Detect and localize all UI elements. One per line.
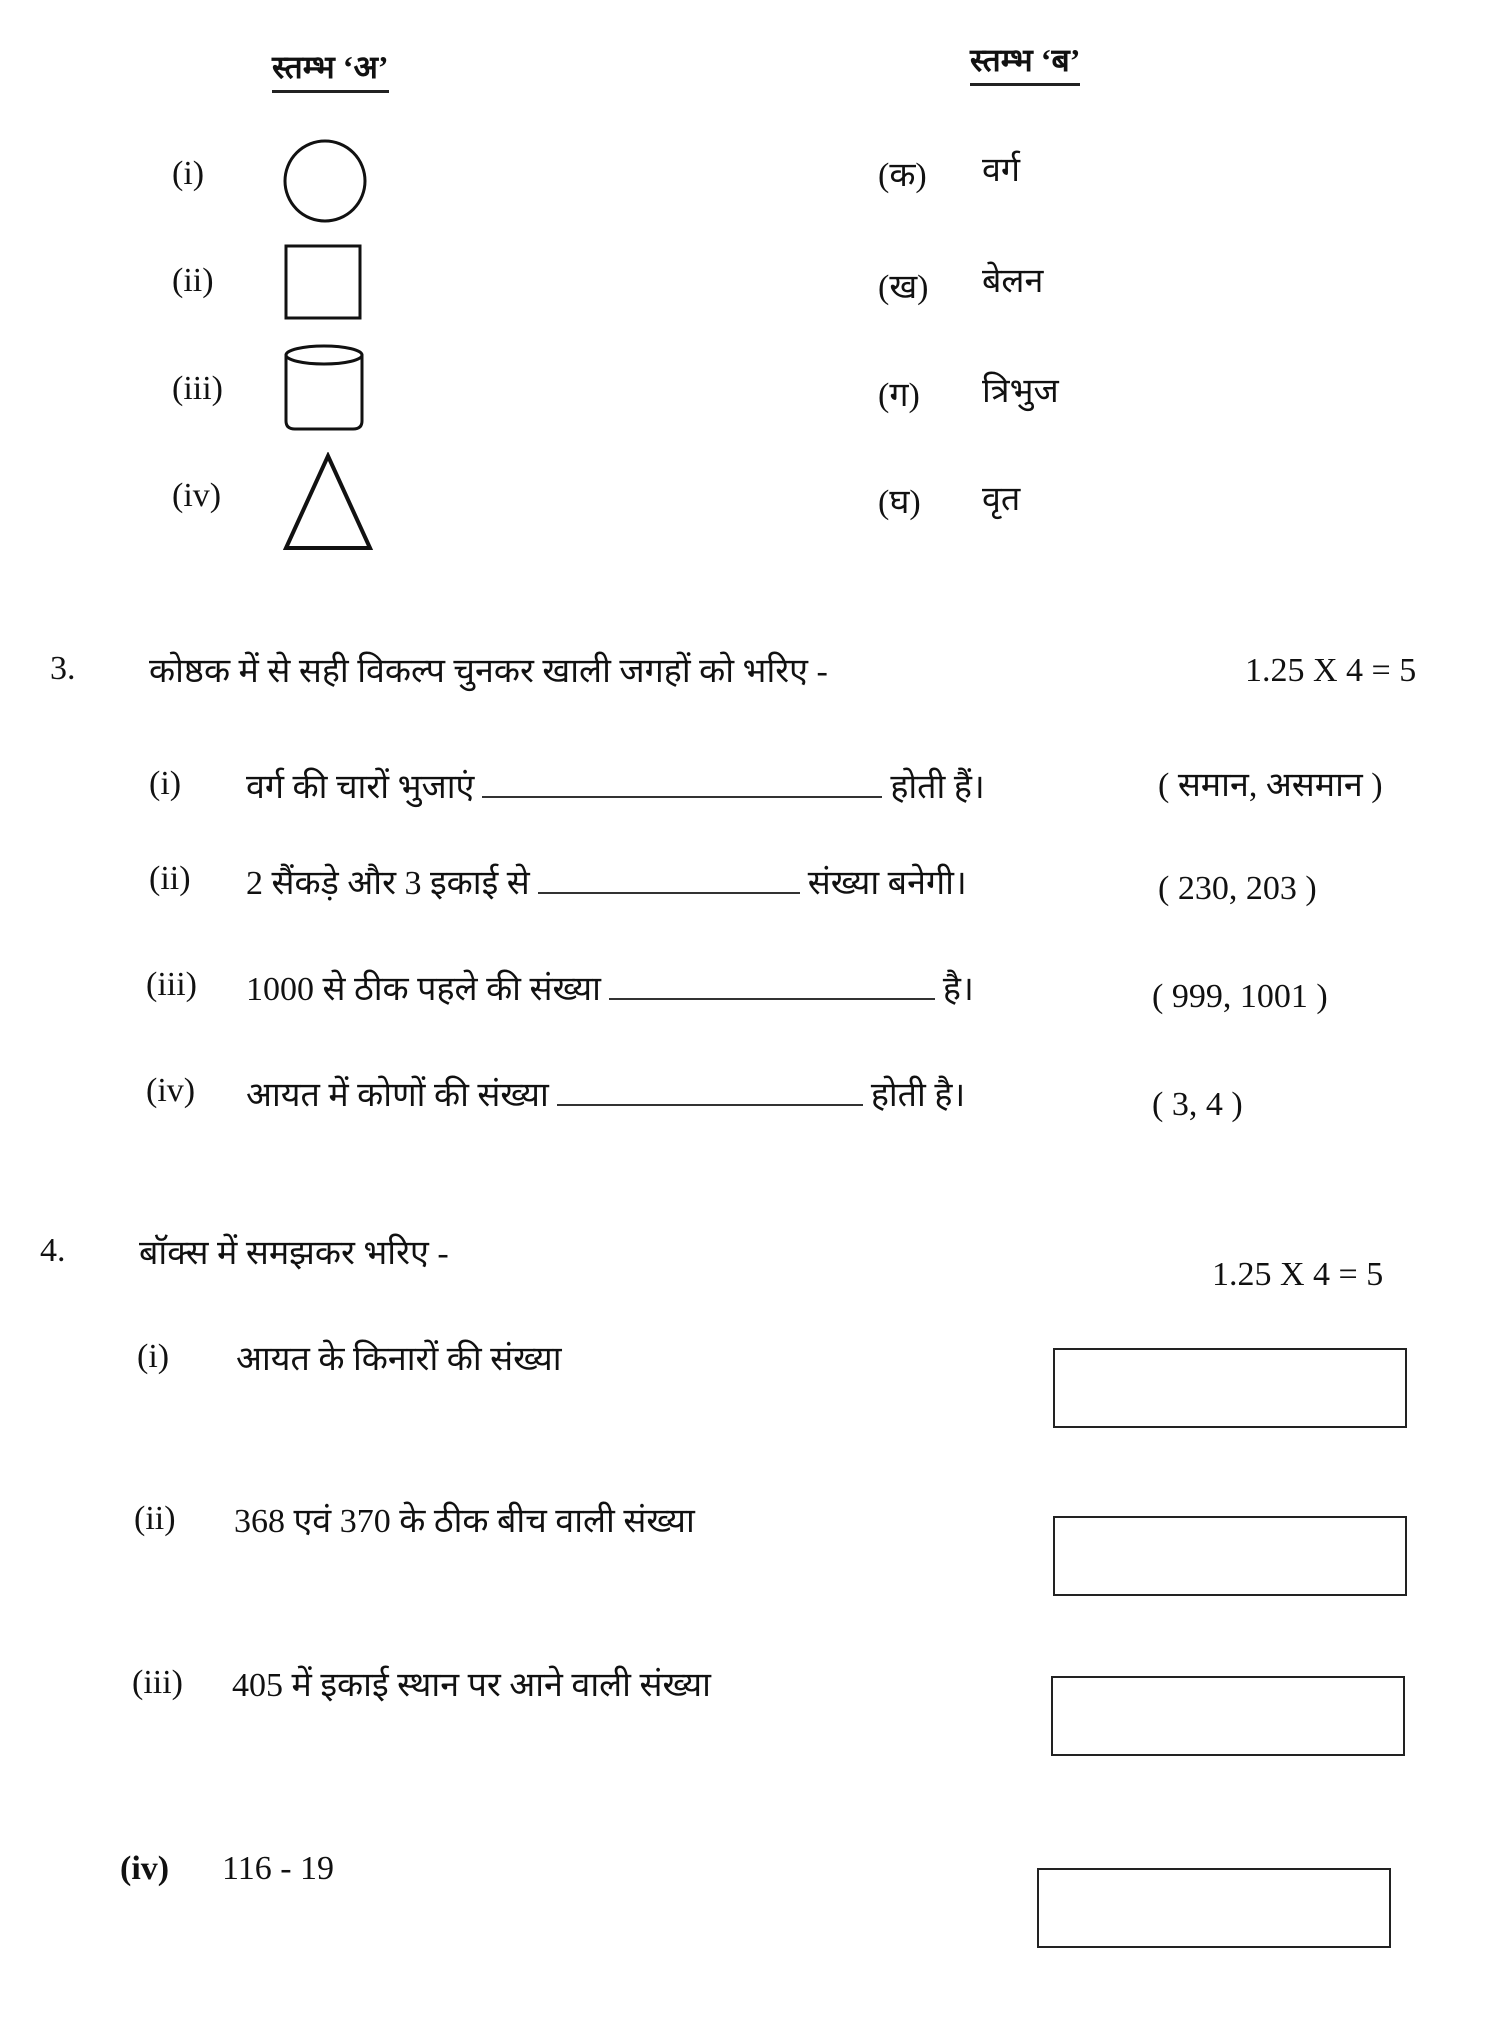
question-number: 3. (50, 650, 76, 687)
q3-item-text: 2 सैंकड़े और 3 इकाई से (246, 865, 530, 902)
q3-item-text: होती है। (870, 1077, 966, 1114)
q3-item-label: (i) (149, 765, 182, 802)
col-b-label: (ग) (878, 377, 920, 414)
q3-options: ( 999, 1001 ) (1152, 978, 1328, 1015)
question-marks: 1.25 X 4 = 5 (1212, 1256, 1384, 1293)
q3-item-text: आयत में कोणों की संख्या (246, 1077, 549, 1114)
q3-item-text: 1000 से ठीक पहले की संख्या (246, 971, 601, 1008)
q4-item-text: 405 में इकाई स्थान पर आने वाली संख्या (232, 1667, 711, 1704)
q3-item (246, 1070, 965, 1116)
answer-box[interactable] (1053, 1516, 1407, 1596)
answer-box[interactable] (1051, 1676, 1405, 1756)
q3-item-text: संख्या बनेगी। (807, 865, 967, 902)
q4-item-text: 116 - 19 (222, 1850, 335, 1887)
q4-item-text: 368 एवं 370 के ठीक बीच वाली संख्या (234, 1503, 695, 1540)
question-marks: 1.25 X 4 = 5 (1245, 652, 1417, 689)
col-b-label: (ख) (878, 269, 929, 306)
col-a-label: (i) (172, 155, 205, 192)
column-b-heading: स्तम्भ ‘ब’ (970, 38, 1080, 86)
q3-options: ( समान, असमान ) (1158, 767, 1383, 804)
q3-item (246, 964, 974, 1010)
column-a-heading: स्तम्भ ‘अ’ (272, 45, 389, 93)
q4-item-label: (i) (137, 1338, 170, 1375)
q3-item (246, 858, 967, 904)
col-b-text: वर्ग (982, 152, 1021, 189)
col-b-label: (क) (878, 157, 927, 194)
circle-shape-icon (282, 138, 372, 228)
answer-blank[interactable] (557, 1074, 863, 1106)
q3-item-label: (ii) (149, 860, 191, 897)
answer-box[interactable] (1037, 1868, 1391, 1948)
q3-options: ( 3, 4 ) (1152, 1086, 1243, 1123)
q3-item-label: (iv) (146, 1072, 196, 1109)
q3-item-label: (iii) (146, 966, 197, 1003)
col-a-label: (ii) (172, 262, 214, 299)
square-shape-icon (284, 244, 364, 324)
q3-item-text: है। (942, 971, 974, 1008)
question-instruction: कोष्ठक में से सही विकल्प चुनकर खाली जगहों को भरिए - (149, 653, 828, 690)
col-b-text: बेलन (982, 263, 1044, 300)
col-a-label: (iii) (172, 370, 223, 407)
col-b-label: (घ) (878, 484, 921, 521)
q4-item-label: (iv) (120, 1850, 170, 1887)
q4-item-label: (iii) (132, 1664, 183, 1701)
q3-item-text: वर्ग की चारों भुजाएं (246, 769, 475, 806)
answer-blank[interactable] (482, 766, 882, 798)
answer-box[interactable] (1053, 1348, 1407, 1428)
question-instruction: बॉक्स में समझकर भरिए - (139, 1235, 449, 1272)
q3-item (246, 762, 985, 808)
question-number: 4. (40, 1232, 66, 1269)
col-a-label: (iv) (172, 477, 222, 514)
answer-blank[interactable] (538, 862, 800, 894)
q4-item-label: (ii) (134, 1500, 176, 1537)
col-b-text: वृत (982, 481, 1021, 518)
q3-options: ( 230, 203 ) (1158, 870, 1317, 907)
triangle-shape-icon (282, 452, 374, 552)
cylinder-shape-icon (283, 343, 367, 433)
answer-blank[interactable] (609, 968, 935, 1000)
q3-item-text: होती हैं। (890, 769, 985, 806)
q4-item-text: आयत के किनारों की संख्या (236, 1341, 562, 1378)
col-b-text: त्रिभुज (982, 373, 1059, 410)
